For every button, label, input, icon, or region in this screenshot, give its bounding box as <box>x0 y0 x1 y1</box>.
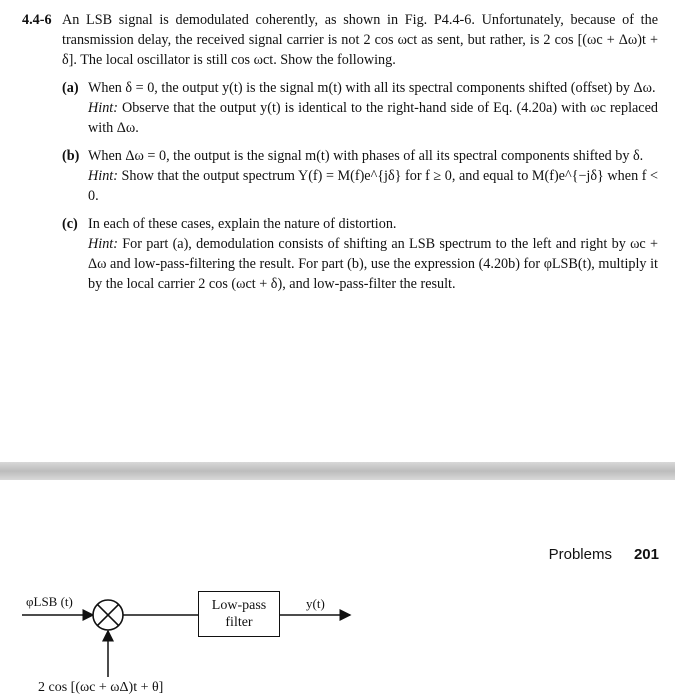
problem-number: 4.4-6 <box>22 12 52 28</box>
part-b-hint-text: Show that the output spectrum Y(f) = M(f)e^{jδ} for f ≥ 0, and equal to M(f)e^{−jδ} when f < 0. <box>88 168 658 204</box>
running-head <box>549 546 659 563</box>
problem-stem-text: An LSB signal is demodulated coherently, as shown in Fig. P4.4-6. Unfortunately, because of the transmission delay, the received signal carrier is not 2 cos ωct as sent, but rather, is 2 cos [(ωc + Δω)t + δ]. The local oscillator is still cos ωct. Show the following. <box>62 12 658 68</box>
part-c-hint-text: For part (a), demodulation consists of shifting an LSB spectrum to the left and right by ωc + Δω and low-pass-filtering the result. For part (b), use the expression (4.20b) for φLSB(t), multiply it by the local carrier 2 cos (ωct + δ), and low-pass-filter the result. <box>88 236 658 292</box>
input-signal-label: φLSB (t) <box>26 594 73 609</box>
low-pass-filter-label: Low-pass filter <box>211 598 267 630</box>
running-head-page-number: 201 <box>633 546 659 563</box>
part-c-hint <box>88 234 658 294</box>
problem-4-4-6 <box>22 10 658 294</box>
part-b-hint <box>88 166 658 206</box>
part-a <box>62 78 658 138</box>
multiplier-icon <box>93 600 123 630</box>
part-b <box>62 146 658 206</box>
part-a-text: When δ = 0, the output y(t) is the signal m(t) with all its spectral components shifted (offset) by Δω. <box>88 80 656 96</box>
carrier-label: 2 cos [(ωc + ωΔ)t + θ] <box>38 680 164 695</box>
part-c-tag: (c) <box>62 216 78 232</box>
part-c <box>62 214 658 294</box>
low-pass-filter-block <box>198 591 280 637</box>
part-b-tag: (b) <box>62 148 80 164</box>
part-a-tag: (a) <box>62 80 79 96</box>
part-c-hint-label: Hint: <box>88 236 118 252</box>
running-head-section: Problems <box>548 546 612 563</box>
problem-stem <box>62 10 658 70</box>
part-c-text: In each of these cases, explain the nature of distortion. <box>88 216 397 232</box>
page-separator-band <box>0 462 675 480</box>
part-a-hint-label: Hint: <box>88 100 118 116</box>
figure-p4-4-6 <box>0 585 675 700</box>
part-a-hint <box>88 98 658 138</box>
part-b-text: When Δω = 0, the output is the signal m(t) with phases of all its spectral components shifted by δ. <box>88 148 644 164</box>
part-b-hint-label: Hint: <box>88 168 118 184</box>
part-a-hint-text: Observe that the output y(t) is identical to the right-hand side of Eq. (4.20a) with ωc replaced with Δω. <box>88 100 658 136</box>
output-signal-label: y(t) <box>306 596 325 611</box>
